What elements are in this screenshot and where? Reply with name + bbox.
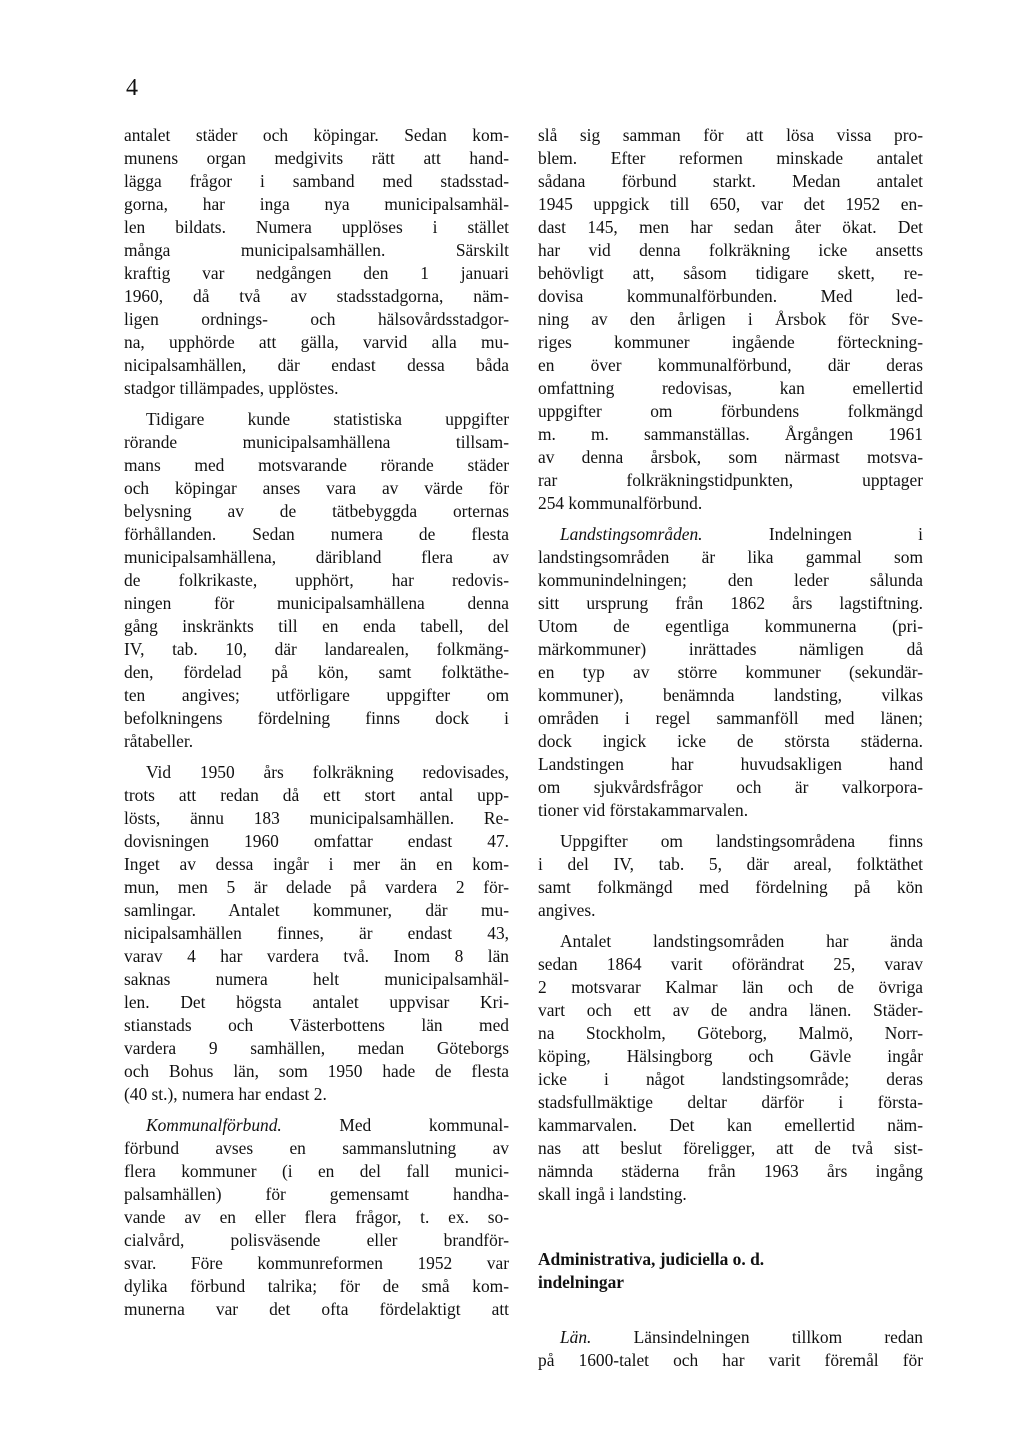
text-line: IV, tab. 10, där landarealen, folkmäng- <box>124 639 509 659</box>
text-line: Inget av dessa ingår i mer än en kom- <box>124 854 509 874</box>
text-line: nicipalsamhällen, där endast dessa båda <box>124 355 509 375</box>
text-line: nämnda städerna från 1963 års ingång <box>538 1161 923 1181</box>
text-line: uppgifter om förbundens folkmängd <box>538 401 923 421</box>
text-line: vardera 9 samhällen, medan Göteborgs <box>124 1038 509 1058</box>
paragraph <box>538 830 923 922</box>
text-line: municipalsamhällena, däribland flera av <box>124 547 509 567</box>
text-line: ten angives; utförligare uppgifter om <box>124 685 509 705</box>
text-line: befolkningens fördelning finns dock i <box>124 708 509 728</box>
page-number: 4 <box>126 75 138 101</box>
text-line: blem. Efter reformen minskade antalet <box>538 148 923 168</box>
text-line: len. Det högsta antalet uppvisar Kri- <box>124 992 509 1012</box>
text-line: omfattning redovisas, kan emellertid <box>538 378 923 398</box>
text-line: samlingar. Antalet kommuner, där mu- <box>124 900 509 920</box>
text-line: skall ingå i landsting. <box>538 1184 687 1204</box>
text-line: m. m. sammanställas. Årgången 1961 <box>538 424 923 444</box>
left-column <box>124 124 509 1329</box>
text-line: icke i något landstingsområde; deras <box>538 1069 923 1089</box>
paragraph <box>538 523 923 822</box>
text-line: vande av en eller flera frågor, t. ex. so- <box>124 1207 509 1227</box>
text-line: den, fördelad på kön, samt folktäthe- <box>124 662 509 682</box>
text-line: ningen för municipalsamhällena denna <box>124 593 509 613</box>
text-run: Länsindelningen tillkom redan <box>591 1327 923 1347</box>
text-line: många municipalsamhällen. Särskilt <box>124 240 509 260</box>
text-line <box>538 523 923 546</box>
text-line: lösts, ännu 183 municipalsamhällen. Re- <box>124 808 509 828</box>
text-line: flera kommuner (i en del fall munici- <box>124 1161 509 1181</box>
text-line: gång inskränkts till en enda tabell, del <box>124 616 509 636</box>
text-run: Indelningen i <box>702 524 923 544</box>
text-line: landstingsområden är lika gammal som <box>538 547 923 567</box>
text-line: sitt ursprung från 1862 års lagstiftning. <box>538 593 923 613</box>
text-line: på 1600-talet och har varit föremål för <box>538 1350 923 1370</box>
text-line: stianstads och Västerbottens län med <box>124 1015 509 1035</box>
text-line: angives. <box>538 900 596 920</box>
text-line: Tidigare kunde statistiska uppgifter <box>146 409 509 429</box>
text-line: och köpingar anses vara av värde för <box>124 478 509 498</box>
section-heading-line: Administrativa, judiciella o. d. <box>538 1249 765 1269</box>
text-line: nas att beslut föreligger, att de två sist- <box>538 1138 923 1158</box>
text-line: Landstingen har huvudsakligen hand <box>538 754 923 774</box>
paragraph <box>124 408 509 753</box>
section-heading-line: indelningar <box>538 1272 625 1292</box>
run-in-heading: Kommunalförbund. <box>146 1115 282 1135</box>
text-line: antalet städer och köpingar. Sedan kom- <box>124 125 509 145</box>
text-line: förbund avses en sammanslutning av <box>124 1138 509 1158</box>
text-line: na Stockholm, Göteborg, Malmö, Norr- <box>538 1023 923 1043</box>
text-line: dast 145, men har sedan åter ökat. Det <box>538 217 923 237</box>
text-line: rörande municipalsamhällena tillsam- <box>124 432 509 452</box>
right-column <box>538 124 923 1380</box>
text-line: rar folkräkningstidpunkten, upptager <box>538 470 923 490</box>
text-line: tioner vid förstakammarvalen. <box>538 800 749 820</box>
paragraph <box>124 1114 509 1321</box>
paragraph <box>124 124 509 400</box>
text-line: cialvård, polisväsende eller brandför- <box>124 1230 509 1250</box>
text-line: stadgor tillämpades, upplöstes. <box>124 378 339 398</box>
text-line: munerna var det ofta fördelaktigt att <box>124 1299 509 1319</box>
text-line: en över kommunalförbund, där deras <box>538 355 923 375</box>
text-line: palsamhällen) för gemensamt handha- <box>124 1184 509 1204</box>
text-line: mun, men 5 är delade på vardera 2 för- <box>124 877 509 897</box>
text-line: Utom de egentliga kommunerna (pri- <box>538 616 923 636</box>
text-line: ligen ordnings- och hälsovårdsstadgor- <box>124 309 509 329</box>
text-line: 1960, då två av stadsstadgorna, näm- <box>124 286 509 306</box>
text-line: förhållanden. Sedan numera de flesta <box>124 524 509 544</box>
text-line: i del IV, tab. 5, där areal, folktäthet <box>538 854 923 874</box>
text-line: områden i regel sammanföll med länen; <box>538 708 923 728</box>
text-line: kommuner), benämnda landsting, vilkas <box>538 685 923 705</box>
text-line: 254 kommunalförbund. <box>538 493 703 513</box>
run-in-heading: Landstingsområden. <box>560 524 703 544</box>
text-line: kraftig var nedgången den 1 januari <box>124 263 509 283</box>
text-line <box>124 1114 509 1137</box>
text-line: lägga frågor i samband med stadsstad- <box>124 171 509 191</box>
text-line: nicipalsamhällen finnes, är endast 43, <box>124 923 509 943</box>
text-line: de folkrikaste, upphört, har redovis- <box>124 570 509 590</box>
text-line: 1945 uppgick till 650, var det 1952 en- <box>538 194 923 214</box>
text-line: Vid 1950 års folkräkning redovisades, <box>146 762 509 782</box>
text-line: (40 st.), numera har endast 2. <box>124 1084 327 1104</box>
text-line: vart och ett av de andra länen. Städer- <box>538 1000 923 1020</box>
text-line: riges kommuner ingående förteckning- <box>538 332 923 352</box>
text-line: har vid denna folkräkning icke ansetts <box>538 240 923 260</box>
text-line: mans med motsvarande rörande städer <box>124 455 509 475</box>
text-line: kommunindelningen; den leder sålunda <box>538 570 923 590</box>
text-line: och Bohus län, som 1950 hade de flesta <box>124 1061 509 1081</box>
text-line: ning av den årligen i Årsbok för Sve- <box>538 309 923 329</box>
paragraph <box>124 761 509 1106</box>
text-line: råtabeller. <box>124 731 194 751</box>
text-line: samt folkmängd med fördelning på kön <box>538 877 923 897</box>
paragraph <box>538 124 923 515</box>
text-line: behövligt att, såsom tidigare skett, re- <box>538 263 923 283</box>
text-line: om sjukvårdsfrågor och är valkorpora- <box>538 777 923 797</box>
run-in-heading: Län. <box>560 1327 592 1347</box>
text-line: dylika förbund talrika; för de små kom- <box>124 1276 509 1296</box>
text-line <box>538 1326 923 1349</box>
text-line: stadsfullmäktige deltar därför i första- <box>538 1092 923 1112</box>
text-line: munens organ medgivits rätt att hand- <box>124 148 509 168</box>
text-line: kammarvalen. Det kan emellertid näm- <box>538 1115 923 1135</box>
text-line: dovisa kommunalförbunden. Med led- <box>538 286 923 306</box>
paragraph <box>538 1326 923 1372</box>
text-line: en typ av större kommuner (sekundär- <box>538 662 923 682</box>
text-line: na, upphörde att gälla, varvid alla mu- <box>124 332 509 352</box>
text-line: varav 4 har vardera två. Inom 8 län <box>124 946 509 966</box>
text-line: dovisningen 1960 omfattar endast 47. <box>124 831 509 851</box>
text-line: belysning av de tätbebyggda orternas <box>124 501 509 521</box>
text-line: sedan 1864 varit oförändrat 25, varav <box>538 954 923 974</box>
section-heading <box>538 1248 923 1294</box>
text-line: len bildats. Numera upplöses i stället <box>124 217 509 237</box>
text-line: trots att redan då ett stort antal upp- <box>124 785 509 805</box>
text-line: 2 motsvarar Kalmar län och de övriga <box>538 977 923 997</box>
text-line: Uppgifter om landstingsområdena finns <box>560 831 923 851</box>
paragraph <box>538 930 923 1206</box>
text-line: gorna, har inga nya municipalsamhäl- <box>124 194 509 214</box>
text-line: Antalet landstingsområden har ända <box>560 931 923 951</box>
text-run: Med kommunal- <box>281 1115 509 1135</box>
text-line: av denna årsbok, som närmast motsva- <box>538 447 923 467</box>
text-line: sådana förbund starkt. Medan antalet <box>538 171 923 191</box>
text-line: märkommuner) inrättades nämligen då <box>538 639 923 659</box>
text-line: svar. Före kommunreformen 1952 var <box>124 1253 509 1273</box>
text-line: slå sig samman för att lösa vissa pro- <box>538 125 923 145</box>
text-line: saknas numera helt municipalsamhäl- <box>124 969 509 989</box>
text-line: köping, Hälsingborg och Gävle ingår <box>538 1046 923 1066</box>
text-line: dock ingick icke de största städerna. <box>538 731 923 751</box>
